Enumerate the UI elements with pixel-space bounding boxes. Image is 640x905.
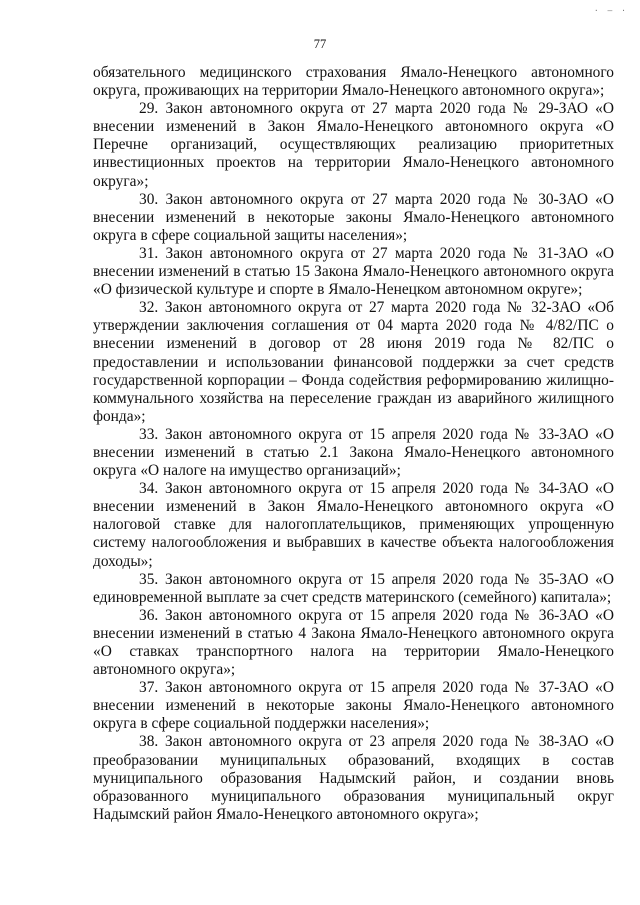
paragraph-continuation: обязательного медицинского страхования Ямало-Ненецкого автономного округа, проживающих на территории Ямало-Ненецкого автономного округа»;: [93, 64, 614, 100]
paragraph-item-38: 38. Закон автономного округа от 23 апреля 2020 года № 38-ЗАО «О преобразовании муниципальных образований, входящих в состав муниципального образования Надымский район, и создании вновь образованного муниципального образования муниципальный округ Надымский район Ямало-Ненецкого автономного округа»;: [93, 733, 614, 823]
paragraph-item-32: 32. Закон автономного округа от 27 марта 2020 года № 32-ЗАО «Об утверждении заключения соглашения от 04 марта 2020 года № 4/82/ПС о внесении изменений в договор от 28 июня 2019 года № 82/ПС о предоставлении и использовании финансовой поддержки за счет средств государственной корпорации – Фонда содействия реформированию жилищно-коммунального хозяйства на переселение граждан из аварийного жилищного фонда»;: [93, 299, 614, 425]
document-body: [93, 64, 614, 824]
paragraph-item-37: 37. Закон автономного округа от 15 апреля 2020 года № 37-ЗАО «О внесении изменений в некоторые законы Ямало-Ненецкого автономного округа в сфере социальной поддержки населения»;: [93, 679, 614, 733]
page-number: 77: [313, 37, 327, 51]
paragraph-item-36: 36. Закон автономного округа от 15 апреля 2020 года № 36-ЗАО «О внесении изменений в статью 4 Закона Ямало-Ненецкого автономного округа «О ставках транспортного налога на территории Ямало-Ненецкого автономного округа»;: [93, 606, 614, 679]
paragraph-item-34: 34. Закон автономного округа от 15 апреля 2020 года № 34-ЗАО «О внесении изменений в Закон Ямало-Ненецкого автономного округа «О налоговой ставке для налогоплательщиков, применяющих упрощенную систему налогообложения и выбравших в качестве объекта налогообложения доходы»;: [93, 480, 614, 570]
paragraph-item-29: 29. Закон автономного округа от 27 марта 2020 года № 29-ЗАО «О внесении изменений в Закон Ямало-Ненецкого автономного округа «О Перечне организаций, осуществляющих реализацию приоритетных инвестиционных проектов на территории Ямало-Ненецкого автономного округа»;: [93, 100, 614, 190]
paragraph-item-31: 31. Закон автономного округа от 27 марта 2020 года № 31-ЗАО «О внесении изменений в статью 15 Закона Ямало-Ненецкого автономного округа «О физической культуре и спорте в Ямало-Ненецком автономном округе»;: [93, 244, 614, 299]
paragraph-item-30: 30. Закон автономного округа от 27 марта 2020 года № 30-ЗАО «О внесении изменений в некоторые законы Ямало-Ненецкого автономного округа в сфере социальной защиты населения»;: [93, 190, 614, 244]
paragraph-item-35: 35. Закон автономного округа от 15 апреля 2020 года № 35-ЗАО «О единовременной выплате за счет средств материнского (семейного) капитала»;: [93, 570, 614, 606]
paragraph-item-33: 33. Закон автономного округа от 15 апреля 2020 года № 33-ЗАО «О внесении изменений в статью 2.1 Закона Ямало-Ненецкого автономного округа «О налоге на имущество организаций»;: [93, 425, 614, 480]
scan-mark: · — ·: [593, 6, 628, 15]
